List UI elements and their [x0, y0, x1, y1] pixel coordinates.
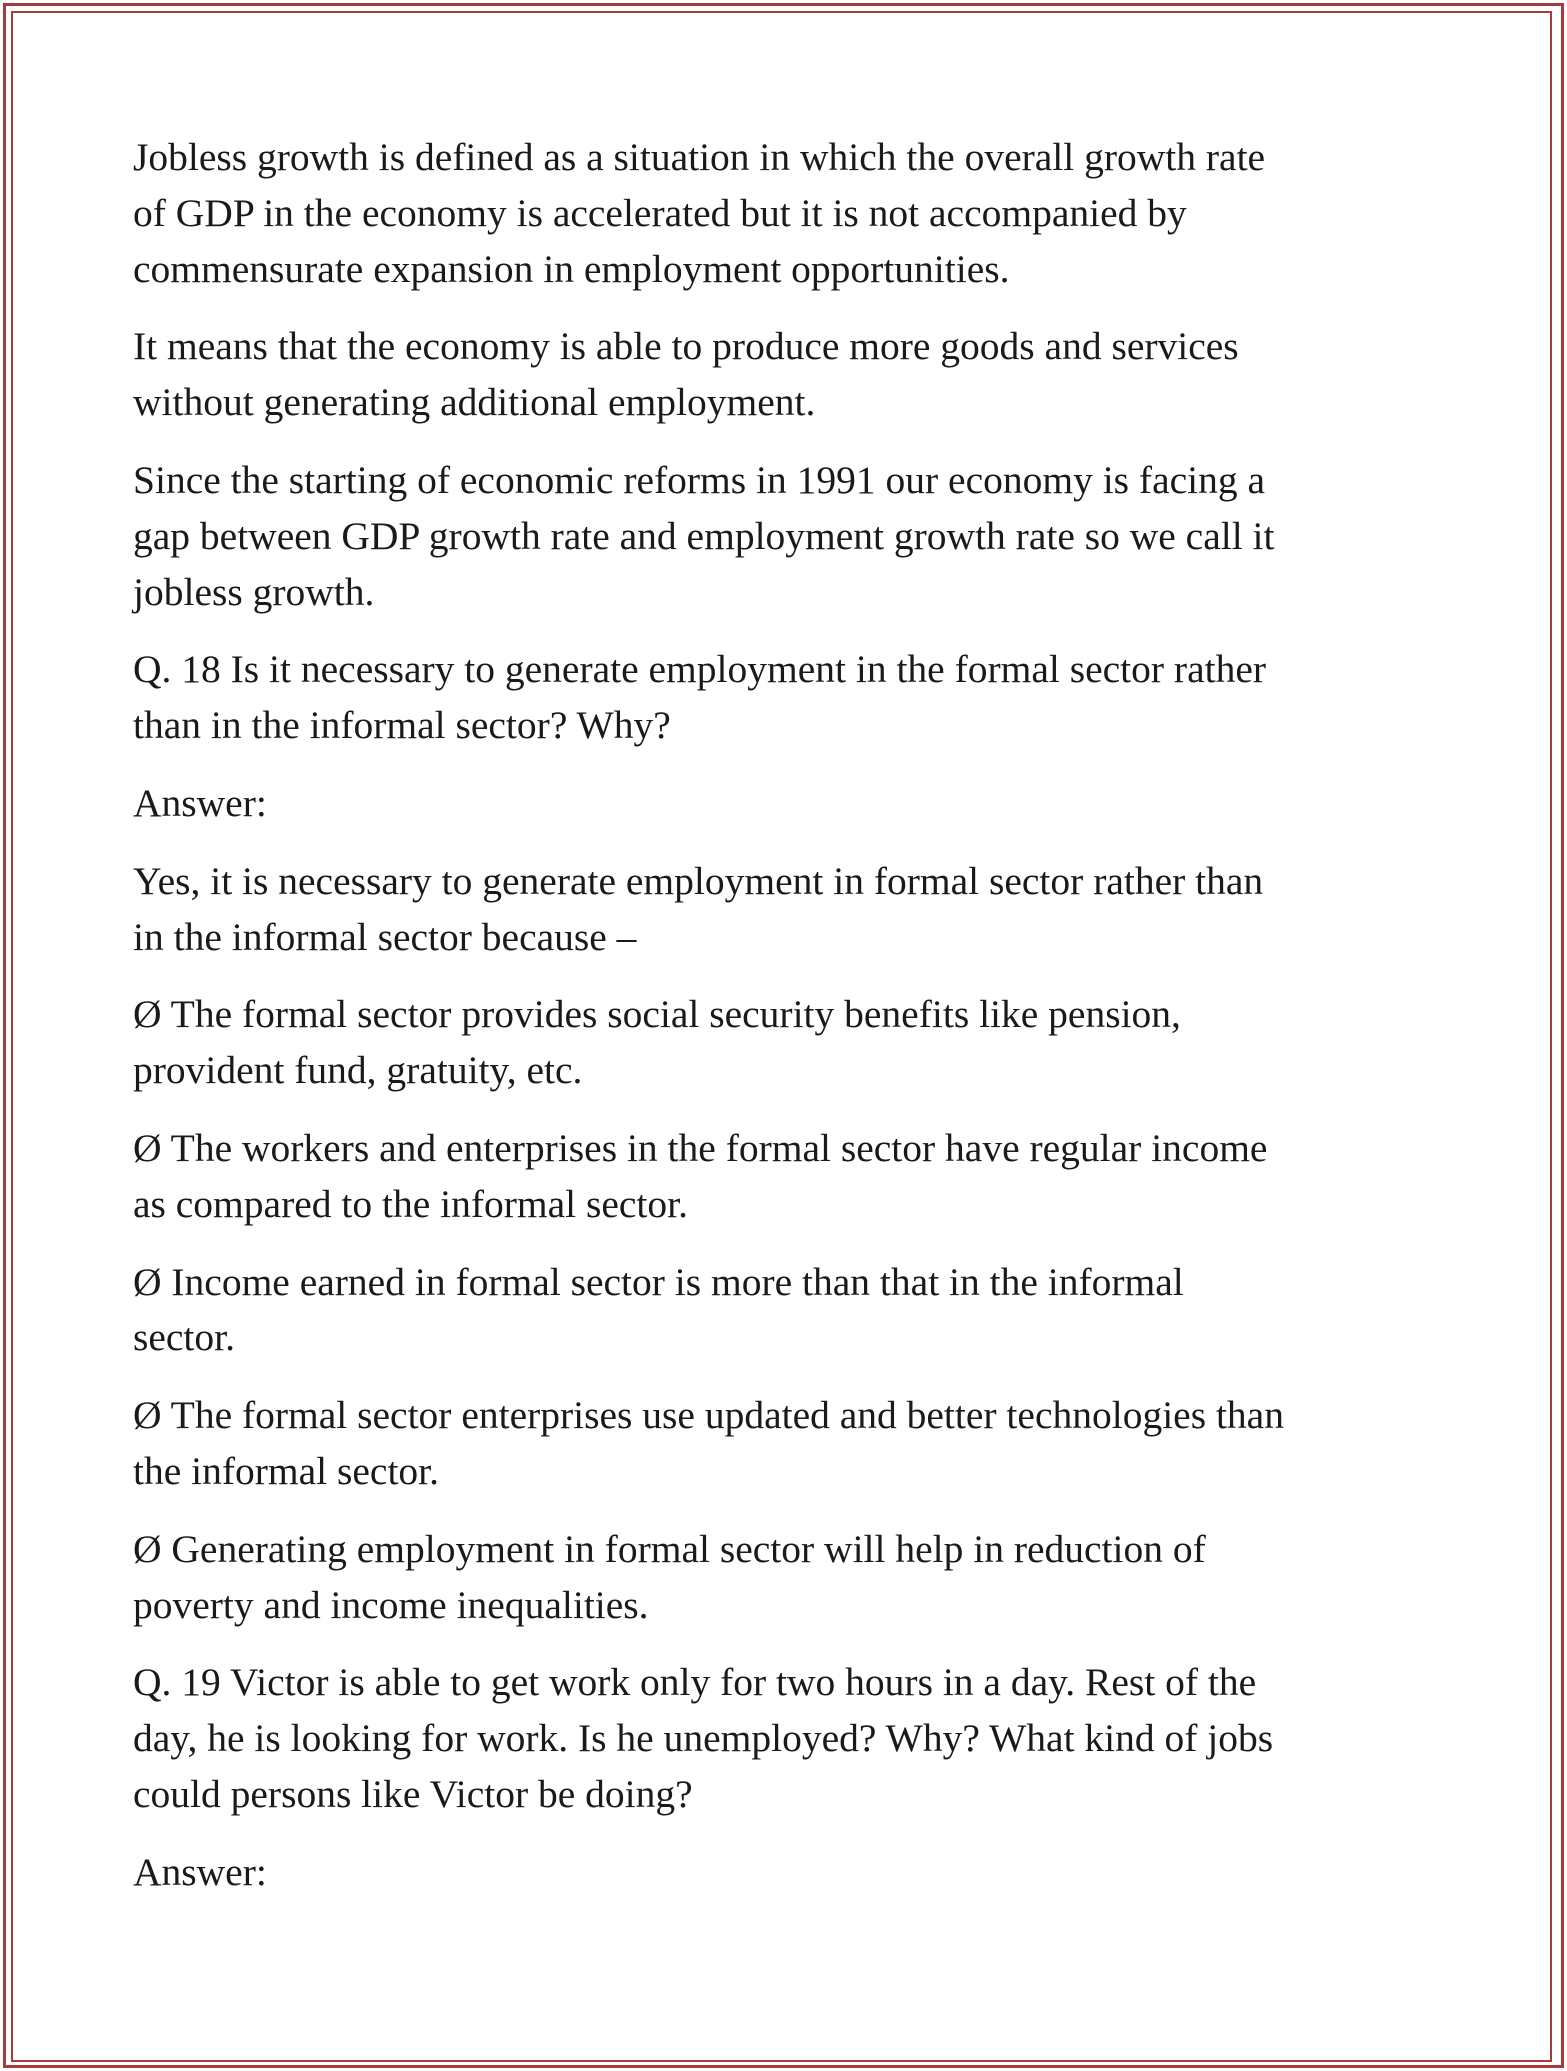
document-body	[133, 130, 1453, 1923]
paragraph-jobless-growth-meaning: It means that the economy is able to produce more goods and services without generating additional employment.	[133, 324, 1239, 425]
answer-18-intro: Yes, it is necessary to generate employment in formal sector rather than in the informal sector because –	[133, 858, 1264, 959]
question-19: Q. 19 Victor is able to get work only for two hours in a day. Rest of the day, he is looking for work. Is he unemployed? Why? What kind of jobs could persons like Victor be doing?	[133, 1660, 1274, 1816]
bullet-technologies: Ø The formal sector enterprises use updated and better technologies than the informal sector.	[133, 1393, 1284, 1493]
answer-label-19: Answer:	[133, 1849, 267, 1894]
paragraph-jobless-growth-definition: Jobless growth is defined as a situation in which the overall growth rate of GDP in the economy is accelerated but it is not accompanied by commensurate expansion in employment opportunities.	[133, 135, 1266, 291]
bullet-poverty-reduction: Ø Generating employment in formal sector will help in reduction of poverty and income inequalities.	[133, 1526, 1206, 1627]
answer-label-18: Answer:	[133, 780, 267, 825]
paragraph-economic-reforms: Since the starting of economic reforms in 1991 our economy is facing a gap between GDP growth rate and employment growth rate so we call it jobless growth.	[133, 457, 1275, 614]
bullet-income-earned: Ø Income earned in formal sector is more than that in the informal sector.	[133, 1259, 1184, 1360]
bullet-regular-income: Ø The workers and enterprises in the formal sector have regular income as compared to the informal sector.	[133, 1125, 1268, 1226]
bullet-social-security: Ø The formal sector provides social security benefits like pension, provident fund, gratuity, etc.	[133, 992, 1181, 1093]
question-18: Q. 18 Is it necessary to generate employment in the formal sector rather than in the informal sector? Why?	[133, 647, 1267, 748]
